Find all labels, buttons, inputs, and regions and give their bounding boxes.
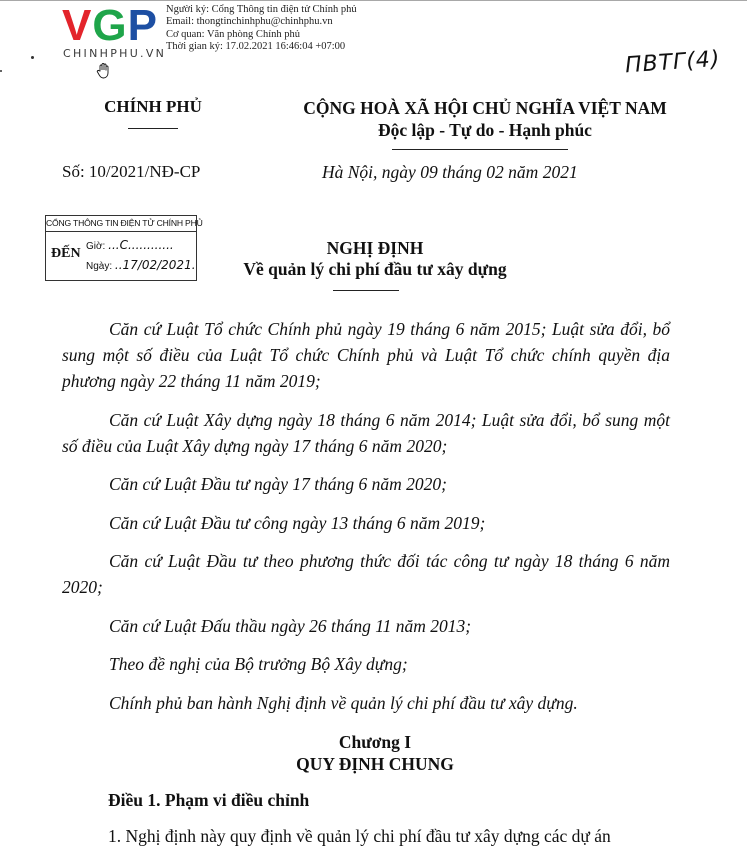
logo-letter-p: P: [127, 1, 158, 50]
document-title: [200, 238, 550, 280]
stamp-date-label: Ngày:: [86, 261, 115, 272]
vgp-logo: [62, 1, 172, 62]
logo-letter-g: G: [92, 1, 128, 50]
nation-motto: Độc lập - Tự do - Hạnh phúc: [378, 120, 592, 140]
chapter-heading: [250, 731, 500, 775]
scan-speck: [31, 56, 34, 59]
stamp-den-label: ĐẾN: [51, 246, 81, 261]
handwritten-note: ПВТГ(4): [624, 46, 722, 79]
stamp-time-value: ...C............: [108, 238, 174, 252]
place-and-date: Hà Nội, ngày 09 tháng 02 năm 2021: [322, 162, 578, 182]
document-number: Số: 10/2021/NĐ-CP: [62, 162, 201, 181]
document-subject: Về quản lý chi phí đầu tư xây dựng: [243, 259, 507, 279]
scan-speck: [0, 70, 2, 72]
logo-letters: [62, 1, 158, 50]
preamble-paragraph: Căn cứ Luật Đầu tư ngày 17 tháng 6 năm 2020;: [109, 474, 447, 494]
stamp-time-field: [86, 238, 174, 252]
preamble-paragraph: Căn cứ Luật Xây dựng ngày 18 tháng 6 năm 2014; Luật sửa đổi, bổ sung một số điều của Luật Xây dựng ngày 17 tháng 6 năm 2020;: [62, 409, 670, 456]
preamble-paragraph: Chính phủ ban hành Nghị định về quản lý chi phí đầu tư xây dựng.: [109, 692, 578, 713]
article-clause: 1. Nghị định này quy định về quản lý chi phí đầu tư xây dựng các dự án: [108, 826, 611, 846]
title-underline: [333, 290, 399, 291]
preamble-paragraph: Căn cứ Luật Đấu thầu ngày 26 tháng 11 năm 2013;: [109, 615, 472, 636]
preamble-paragraph: Căn cứ Luật Đầu tư theo phương thức đối tác công tư ngày 18 tháng 6 năm 2020;: [62, 551, 670, 597]
preamble-paragraph: Theo đề nghị của Bộ trưởng Bộ Xây dựng;: [109, 654, 408, 674]
digital-signature-info: [166, 4, 357, 53]
stamp-date-value: ..17/02/2021.: [114, 258, 196, 272]
received-stamp: [45, 215, 203, 281]
hand-pan-icon: [96, 62, 112, 80]
stamp-heading: CỔNG THÔNG TIN ĐIỆN TỬ CHÍNH PHỦ: [46, 216, 196, 232]
chapter-name: QUY ĐỊNH CHUNG: [296, 754, 454, 774]
motto-underline: [392, 149, 568, 150]
document-type: NGHỊ ĐỊNH: [326, 238, 424, 258]
issuing-agency: CHÍNH PHỦ: [104, 97, 202, 116]
email-line: Email: thongtinchinhphu@chinhphu.vn: [166, 16, 333, 28]
sign-time-line: Thời gian ký: 17.02.2021 16:46:04 +07:00: [166, 40, 346, 52]
preamble-paragraph: Căn cứ Luật Tổ chức Chính phủ ngày 19 tháng 6 năm 2015; Luật sửa đổi, bổ sung một số điều của Luật Tổ chức Chính phủ và Luật Tổ chức chính quyền địa phương ngày 22 tháng 11 năm 2019;: [62, 319, 670, 391]
agency-line: Cơ quan: Văn phòng Chính phủ: [166, 28, 300, 40]
stamp-time-label: Giờ:: [86, 241, 109, 252]
stamp-date-field: [86, 258, 196, 272]
signer-line: Người ký: Cổng Thông tin điện tử Chính phủ: [166, 4, 357, 15]
agency-underline: [128, 128, 178, 129]
article-heading: Điều 1. Phạm vi điều chỉnh: [108, 790, 310, 810]
preamble: [62, 316, 670, 716]
chapter-number: Chương I: [338, 732, 412, 752]
logo-subtitle: CHINHPHU.VN: [63, 47, 167, 60]
logo-letter-v: V: [62, 1, 93, 50]
preamble-paragraph: Căn cứ Luật Đầu tư công ngày 13 tháng 6 năm 2019;: [109, 512, 486, 533]
nation-name: CỘNG HOÀ XÃ HỘI CHỦ NGHĨA VIỆT NAM: [303, 98, 667, 118]
national-motto: [250, 97, 720, 141]
